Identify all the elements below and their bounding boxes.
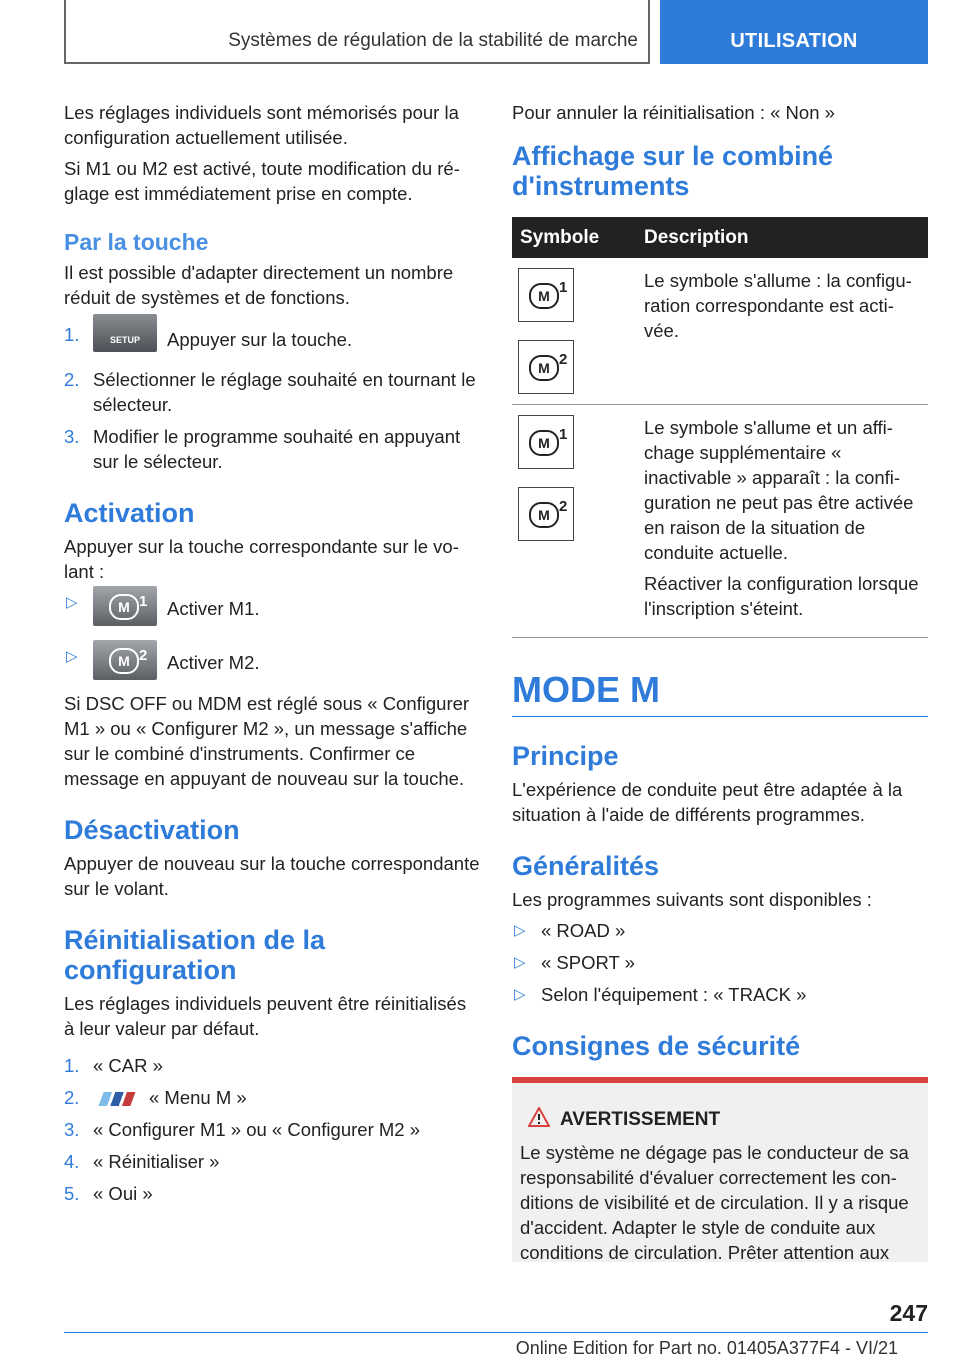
list-item: [512, 918, 928, 943]
triangle-bullet-icon: ▷: [514, 986, 526, 1003]
step-number: 2.: [64, 369, 80, 390]
reset-steps-list: [64, 1053, 480, 1206]
section-title: Systèmes de régulation de la stabilité de marche: [228, 30, 638, 51]
step-number: 1.: [64, 1055, 80, 1076]
warning-triangle-icon: [528, 1107, 550, 1127]
list-item: [64, 322, 480, 360]
setup-button-label: SETUP: [109, 335, 140, 345]
triangle-bullet-icon: ▷: [514, 922, 526, 939]
paragraph: Si DSC OFF ou MDM est réglé sous « Configurer M1 » ou « Configurer M2 », un message s'affiche sur le combiné d'instruments. Confirmer ce message en appuyant de nouveau sur la touche.: [64, 693, 470, 789]
paragraph: Les réglages individuels sont mémorisés pour la configuration actuellement utilisée.: [64, 102, 459, 148]
list-item: [512, 950, 928, 975]
step-text: Modifier le programme souhaité en appuyant sur le sélecteur.: [93, 426, 461, 472]
paragraph: Les programmes suivants sont disponibles :: [512, 889, 872, 910]
step-number: 5.: [64, 1183, 80, 1204]
heading-generalites: Généralités: [512, 851, 660, 881]
paragraph: Les réglages individuels peuvent être réinitialisés à leur valeur par défaut.: [64, 993, 467, 1039]
triangle-bullet-icon: ▷: [66, 594, 78, 611]
paragraph: Appuyer sur la touche correspondante sur le volant :: [64, 536, 459, 582]
heading-principe: Principe: [512, 741, 619, 771]
table-header-row: [512, 217, 928, 258]
step-text: « Configurer M1 » ou « Configurer M2 »: [93, 1119, 421, 1140]
description-cell: [636, 405, 928, 638]
warning-title-text: AVERTISSEMENT: [560, 1109, 721, 1130]
list-item: [64, 1053, 480, 1078]
program-text: « ROAD »: [541, 920, 626, 941]
description-text: Le symbole s'allume et un affichage supplémentaire « inactivable » apparaît : la configuration ne peut pas être activée en raison de la situation de conduite actuelle.: [644, 417, 914, 563]
warning-box: [512, 1077, 928, 1262]
edition-text: Online Edition for Part no. 01405A377F4 - VI/21: [515, 1338, 898, 1358]
step-text: « Oui »: [93, 1183, 153, 1204]
list-item: [64, 1117, 480, 1142]
step-text: Sélectionner le réglage souhaité en tournant le sélecteur.: [93, 369, 476, 415]
table-row: [512, 405, 928, 638]
bullet-text: Activer M1.: [167, 597, 260, 619]
table-row: [512, 258, 928, 405]
paragraph: Si M1 ou M2 est activé, toute modification du réglage est immédiatement prise en compte.: [64, 158, 460, 204]
heading-par-la-touche: Par la touche: [64, 229, 209, 255]
heading-activation: Activation: [64, 498, 195, 528]
paragraph: L'expérience de conduite peut être adaptée à la situation à l'aide de différents programmes.: [512, 779, 903, 825]
activation-list: [64, 590, 480, 684]
list-item: [64, 367, 480, 417]
description-text: Réactiver la configuration lorsque l'inscription s'éteint.: [644, 573, 919, 619]
steps-list: [64, 322, 480, 474]
m1-symbol-icon: M 1: [518, 415, 574, 469]
chapter-tab-label: UTILISATION: [730, 30, 858, 52]
setup-button-icon: [93, 314, 157, 352]
heading-reinitialisation: Réinitialisation de la configuration: [64, 925, 326, 985]
section-header: [64, 0, 650, 64]
paragraph: Pour annuler la réinitialisation : « Non »: [512, 102, 835, 123]
list-item: [64, 590, 480, 630]
page-number: 247: [889, 1300, 928, 1326]
warning-title: [520, 1105, 920, 1132]
step-text: « Menu M »: [149, 1087, 247, 1108]
step-number: 2.: [64, 1087, 80, 1108]
m1-symbol-icon: M 1: [518, 268, 574, 322]
description-text: Le symbole s'allume : la configuration correspondante est activée.: [644, 270, 912, 341]
list-item: [64, 1085, 480, 1110]
step-number: 4.: [64, 1151, 80, 1172]
step-text: « Réinitialiser »: [93, 1151, 220, 1172]
step-number: 3.: [64, 426, 80, 447]
table-header-symbole: Symbole: [512, 217, 636, 258]
step-number: 1.: [64, 324, 80, 345]
chapter-tab[interactable]: [660, 0, 928, 64]
m-stripes-icon: [93, 1092, 141, 1106]
warning-text: Le système ne dégage pas le conducteur de sa responsabilité d'évaluer correctement les conditions de visibilité et de circulation. Il y a risque d'accident. Adapter le style de conduite aux conditions de circulation. Prêter attention aux: [520, 1142, 909, 1262]
paragraph: Il est possible d'adapter directement un nombre réduit de systèmes et de fonctions.: [64, 262, 454, 308]
heading-affichage: Affichage sur le combiné d'instruments: [512, 141, 834, 201]
m2-button-icon: M 2: [93, 640, 157, 680]
step-number: 3.: [64, 1119, 80, 1140]
symbol-table: [512, 217, 928, 638]
list-item: [64, 644, 480, 684]
page-header: [64, 0, 928, 64]
program-text: « SPORT »: [541, 952, 635, 973]
programs-list: [512, 918, 928, 1007]
footer-divider: [64, 1332, 928, 1333]
list-item: [64, 1149, 480, 1174]
list-item: [512, 982, 928, 1007]
m2-symbol-icon: M 2: [518, 487, 574, 541]
description-cell: [636, 258, 928, 405]
right-column: [512, 100, 928, 1262]
m2-symbol-icon: M 2: [518, 340, 574, 394]
triangle-bullet-icon: ▷: [66, 648, 78, 665]
list-item: [64, 424, 480, 474]
heading-desactivation: Désactivation: [64, 815, 240, 845]
triangle-bullet-icon: ▷: [514, 954, 526, 971]
step-text: Appuyer sur la touche.: [167, 328, 353, 350]
program-text: Selon l'équipement : « TRACK »: [541, 984, 807, 1005]
table-header-description: Description: [636, 217, 928, 258]
paragraph: Appuyer de nouveau sur la touche correspondante sur le volant.: [64, 853, 480, 899]
bullet-text: Activer M2.: [167, 651, 260, 673]
left-column: [64, 100, 480, 1213]
list-item: [64, 1181, 480, 1206]
heading-mode-m: MODE M: [512, 668, 928, 717]
step-text: « CAR »: [93, 1055, 163, 1076]
symbol-cell: [512, 405, 636, 638]
heading-consignes: Consignes de sécurité: [512, 1031, 801, 1061]
symbol-cell: [512, 258, 636, 405]
m1-button-icon: M 1: [93, 586, 157, 626]
